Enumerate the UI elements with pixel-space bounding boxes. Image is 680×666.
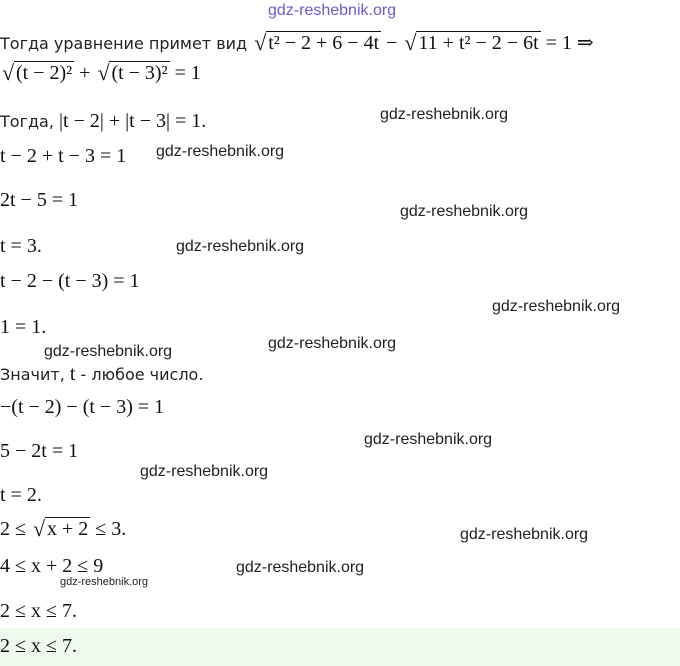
watermark: gdz-reshebnik.org	[460, 526, 589, 543]
equation-line-13: 2 ≤ √ x + 2 ≤ 3.	[0, 518, 126, 541]
intro-text: Тогда уравнение примет вид	[0, 34, 253, 53]
equation-line-2: √ (t − 2)² + √ (t − 3)² = 1	[0, 62, 201, 85]
sqrt-expression: √ t² − 2 + 6 − 4t	[254, 32, 381, 55]
equation-line-14: 4 ≤ x + 2 ≤ 9	[0, 555, 104, 577]
watermark: gdz-reshebnik.org	[364, 431, 493, 448]
equation-line-4: t − 2 + t − 3 = 1	[0, 145, 127, 167]
sqrt-expression: √ 11 + t² − 2 − 6t	[404, 32, 540, 55]
equation-line-6: t = 3.	[0, 235, 42, 257]
sqrt-expression: √ (t − 2)²	[2, 62, 74, 85]
equation-line-10: −(t − 2) − (t − 3) = 1	[0, 396, 165, 418]
watermark: gdz-reshebnik.org	[492, 298, 621, 315]
equation-line-12: t = 2.	[0, 484, 42, 506]
watermark: gdz-reshebnik.org	[176, 238, 305, 255]
watermark-top: gdz-reshebnik.org	[268, 2, 397, 19]
watermark: gdz-reshebnik.org	[236, 559, 365, 576]
sqrt-expression: √ (t − 3)²	[97, 62, 169, 85]
watermark: gdz-reshebnik.org	[156, 143, 285, 160]
equation-line-7: t − 2 − (t − 3) = 1	[0, 270, 140, 292]
watermark-small: gdz-reshebnik.org	[60, 576, 149, 588]
watermark: gdz-reshebnik.org	[44, 343, 173, 360]
equation-line-5: 2t − 5 = 1	[0, 189, 79, 211]
answer-line: 2 ≤ x ≤ 7.	[0, 635, 77, 657]
watermark: gdz-reshebnik.org	[268, 335, 397, 352]
equation-line-8: 1 = 1.	[0, 316, 47, 338]
conclusion-line: Значит, t - любое число.	[0, 363, 204, 385]
equation-line-1: Тогда уравнение примет вид √ t² − 2 + 6 − 4t − √ 11 + t² − 2 − 6t = 1 ⇒	[0, 30, 594, 55]
watermark: gdz-reshebnik.org	[400, 203, 529, 220]
answer-highlight	[0, 628, 680, 666]
equation-line-3: Тогда, |t − 2| + |t − 3| = 1.	[0, 110, 207, 132]
watermark: gdz-reshebnik.org	[140, 463, 269, 480]
watermark: gdz-reshebnik.org	[380, 106, 509, 123]
equation-line-15: 2 ≤ x ≤ 7.	[0, 600, 77, 622]
sqrt-expression: √ x + 2	[33, 518, 90, 541]
equation-line-11: 5 − 2t = 1	[0, 440, 79, 462]
